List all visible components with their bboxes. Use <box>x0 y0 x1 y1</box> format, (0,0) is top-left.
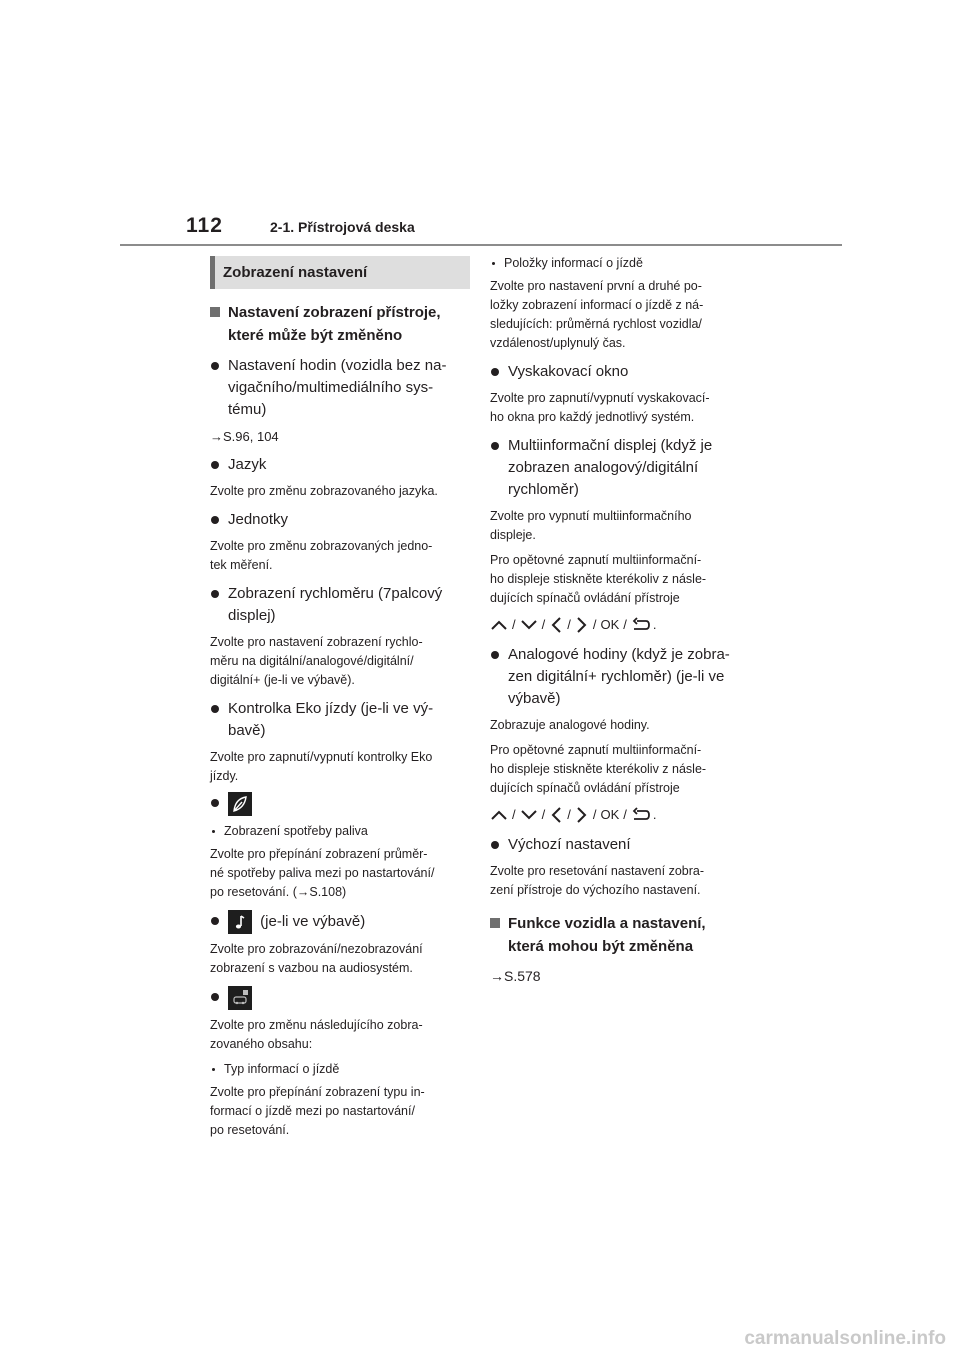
sub-item: Zobrazení spotřeby paliva <box>210 822 470 841</box>
item-popup <box>490 361 750 383</box>
item-label: Analogové hodiny (když je zobra- <box>508 646 730 663</box>
heading-instrument-settings <box>210 301 470 347</box>
bullet-icon <box>211 362 219 370</box>
item-speedometer <box>210 583 470 627</box>
description: Zvolte pro přepínání zobrazení průměr- né spotřeby paliva mezi po nastartování/ po resetování. (→S.108) <box>210 847 435 899</box>
bullet-icon <box>491 841 499 849</box>
item-label: Nastavení hodin (vozidla bez na- <box>228 357 447 374</box>
description: Zvolte pro zobrazování/nezobrazování zobrazení s vazbou na audiosystém. <box>210 942 423 975</box>
car-info-icon <box>228 986 252 1010</box>
description: Zvolte pro vypnutí multiinformačního displeje. <box>490 509 692 542</box>
chevron-down-icon <box>520 618 538 632</box>
square-bullet-icon <box>210 307 220 317</box>
description: Pro opětovné zapnutí multiinformační- ho displeje stiskněte kterékoliv z násle- dujících spínačů ovládání přístroje <box>490 553 707 605</box>
chevron-left-icon <box>549 616 563 634</box>
back-arrow-icon <box>631 617 651 633</box>
item-label: zen digitální+ rychloměr) (je-li ve <box>508 668 725 685</box>
chevron-left-icon <box>549 806 563 824</box>
bullet-icon <box>491 651 499 659</box>
sub-item: Typ informací o jízdě <box>210 1060 470 1079</box>
left-column <box>210 256 470 1146</box>
page-reference: →S.96, 104 <box>210 429 279 444</box>
item-multi-info-display <box>490 435 750 501</box>
item-eco-indicator <box>210 698 470 742</box>
page-number: 112 <box>186 214 223 237</box>
page-reference: →S.578 <box>490 968 541 984</box>
description: Zvolte pro zapnutí/vypnutí vyskakovací- ho okna pro každý jednotlivý systém. <box>490 391 710 424</box>
bullet-icon <box>211 705 219 713</box>
chevron-up-icon <box>490 808 508 822</box>
item-clock-settings <box>210 355 470 421</box>
item-audio <box>210 910 470 934</box>
chevron-right-icon <box>575 616 589 634</box>
bullet-icon <box>211 799 219 807</box>
item-label: Zobrazení rychloměru (7palcový <box>228 585 443 602</box>
description: Zobrazuje analogové hodiny. <box>490 718 650 732</box>
chevron-right-icon <box>575 806 589 824</box>
bullet-icon <box>491 442 499 450</box>
heading-text: Nastavení zobrazení přístroje, které může být změněno <box>228 304 441 344</box>
watermark: carmanualsonline.info <box>744 1328 946 1349</box>
ok-label: OK <box>600 807 620 822</box>
item-label: výbavě) <box>508 690 561 707</box>
small-bullet-icon <box>492 262 495 265</box>
item-label: displej) <box>228 607 276 624</box>
description: Zvolte pro nastavení zobrazení rychlo- měru na digitální/analogové/digitální/ digitální+ (je-li ve výbavě). <box>210 635 423 687</box>
item-label: Jazyk <box>228 456 267 473</box>
description: Zvolte pro zapnutí/vypnutí kontrolky Eko jízdy. <box>210 750 433 783</box>
heading-vehicle-functions: Funkce vozidla a nastavení, která mohou být změněna <box>490 912 750 958</box>
item-label: Výchozí nastavení <box>508 836 631 853</box>
bullet-icon <box>211 590 219 598</box>
item-label: zobrazen analogový/digitální <box>508 459 699 476</box>
description: Pro opětovné zapnutí multiinformační- ho displeje stiskněte kterékoliv z násle- dujících spínačů ovládání přístroje <box>490 743 707 795</box>
description: Zvolte pro změnu zobrazovaných jedno- tek měření. <box>210 539 433 572</box>
bullet-icon <box>211 461 219 469</box>
description: Zvolte pro nastavení první a druhé po- ložky zobrazení informací o jízdě z ná- sledujících: průměrná rychlost vozidla/ vzdálenost/uplynulý čas. <box>490 279 704 350</box>
control-switch-icons: / / / / OK / . <box>490 614 750 636</box>
item-analog-clock <box>490 644 750 710</box>
item-label: vigačního/multimediálního sys- <box>228 379 434 396</box>
right-column <box>490 254 750 994</box>
item-label: Kontrolka Eko jízdy (je-li ve vý- <box>228 700 434 717</box>
item-label: Multiinformační displej (když je <box>508 437 713 454</box>
square-bullet-icon <box>490 918 500 928</box>
header-rule <box>120 244 842 246</box>
ok-label: OK <box>600 617 620 632</box>
leaf-icon <box>228 792 252 816</box>
description: Zvolte pro změnu zobrazovaného jazyka. <box>210 484 438 498</box>
sub-item: Položky informací o jízdě <box>490 254 750 273</box>
music-note-icon <box>228 910 252 934</box>
bullet-icon <box>491 368 499 376</box>
control-switch-icons: / / / / OK / . <box>490 804 750 826</box>
item-label: bavě) <box>228 722 266 739</box>
item-label: Jednotky <box>228 511 289 528</box>
item-drive-info-icon <box>210 986 470 1010</box>
description: Zvolte pro resetování nastavení zobra- zení přístroje do výchozího nastavení. <box>490 864 705 897</box>
item-language <box>210 454 470 476</box>
item-units <box>210 509 470 531</box>
item-default-settings <box>490 834 750 856</box>
chapter-title: 2-1. Přístrojová deska <box>270 219 415 235</box>
item-label: Vyskakovací okno <box>508 363 629 380</box>
description: Zvolte pro změnu následujícího zobra- zovaného obsahu: <box>210 1018 423 1051</box>
bullet-icon <box>211 993 219 1001</box>
chevron-up-icon <box>490 618 508 632</box>
bullet-icon <box>211 516 219 524</box>
section-title: Zobrazení nastavení <box>210 256 470 289</box>
item-label: rychloměr) <box>508 481 579 498</box>
item-label: (je-li ve výbavě) <box>260 912 366 930</box>
small-bullet-icon <box>212 1068 215 1071</box>
chevron-down-icon <box>520 808 538 822</box>
small-bullet-icon <box>212 830 215 833</box>
item-fuel-icon <box>210 792 470 816</box>
description: Zvolte pro přepínání zobrazení typu in- formací o jízdě mezi po nastartování/ po resetování. <box>210 1085 425 1137</box>
back-arrow-icon <box>631 807 651 823</box>
bullet-icon <box>211 917 219 925</box>
item-label: tému) <box>228 401 267 418</box>
